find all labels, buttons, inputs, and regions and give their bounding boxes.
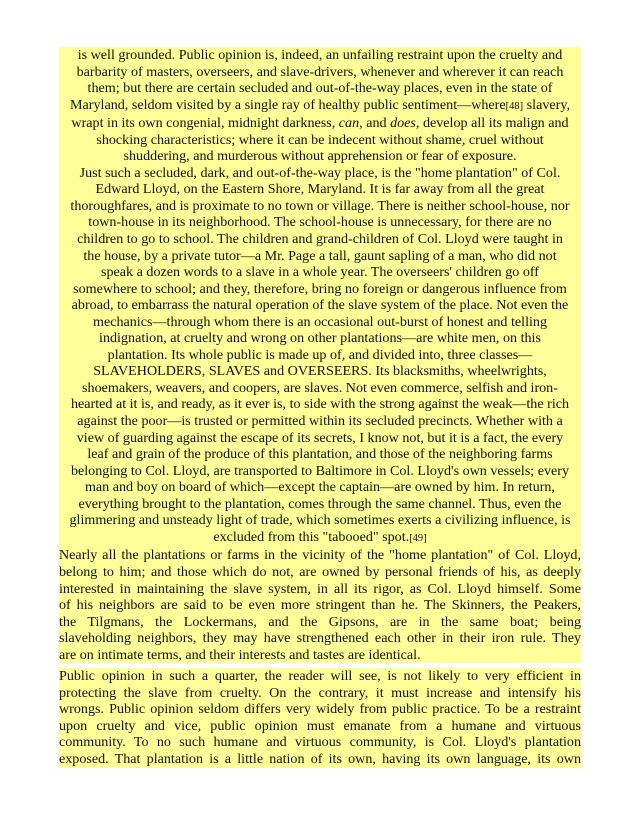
footnote-ref-48[interactable]: [48] — [505, 100, 524, 112]
text-line: glimmering and unsteady light of trade, which sometimes exerts a civilizing influence, is — [69, 512, 571, 529]
text-line: belong to him; and those which do not, are owned by personal friends of his, as deeply — [59, 563, 581, 580]
text-segment: wrapt in its own congenial, midnight darkness, — [71, 115, 339, 132]
text-line: man and boy on board of which—except the captain—are owned by him. In return, — [84, 479, 556, 496]
text-line: somewhere to school; and they, therefore, bring no foreign or dangerous influence from — [73, 280, 567, 297]
text-line: them; but there are certain secluded and out-of-the-way places, even in the state of — [87, 80, 553, 97]
text-line: slaveholding neighbors, they may have strengthened each other in their iron rule. They — [59, 630, 581, 647]
text-segment: , and — [359, 115, 391, 132]
text-line: barbarity of masters, overseers, and slave-drivers, whenever and wherever it can reach — [76, 63, 564, 80]
text-line: SLAVEHOLDERS, SLAVES and OVERSEERS. Its blacksmiths, wheelwrights, — [93, 363, 547, 380]
footnote-ref-49[interactable]: [49] — [409, 532, 427, 544]
text-line: shuddering, and murderous without apprehension or fear of exposure. — [123, 148, 517, 165]
text-line: thoroughfares, and is proximate to no town or village. There is neither school-house, nor — [70, 197, 570, 214]
text-line: is well grounded. Public opinion is, indeed, an unfailing restraint upon the cruelty and — [77, 47, 563, 63]
passage-three — [59, 668, 581, 767]
text-line: mechanics—through whom there is an occasional out-burst of honest and telling — [92, 313, 548, 330]
text-line: hearted at it is, and ready, as it ever is, to side with the strong against the weak—the rich — [70, 396, 570, 413]
text-line: Public opinion in such a quarter, the reader will see, is not likely to very efficient in — [59, 668, 581, 685]
text-line: community. To no such humane and virtuous community, is Col. Lloyd's plantation — [59, 734, 581, 751]
text-line: town-house in its neighborhood. The school-house is unnecessary, for there are no — [88, 214, 552, 231]
text-line: belonging to Col. Lloyd, are transported to Baltimore in Col. Lloyd's own vessels; every — [70, 462, 570, 479]
text-line: children to go to school. The children and grand-children of Col. Lloyd were taught in — [77, 231, 563, 248]
text-line: exposed. That plantation is a little nation of its own, having its own language, its own — [59, 750, 581, 767]
text-line: view of guarding against the escape of its secrets, I know not, but it is a fact, the every — [76, 429, 564, 446]
passage-one — [59, 47, 581, 547]
text-line: upon cruelty and vice, public opinion must emanate from a humane and virtuous — [59, 717, 581, 734]
text-segment: , develop all its malign and — [415, 115, 569, 132]
text-line: Just such a secluded, dark, and out-of-the-way place, is the "home plantation" of Col. — [79, 164, 561, 181]
text-line: abroad, to embarrass the natural operation of the slave system of the place. Not even the — [71, 297, 569, 314]
text-line: against the poor—is trusted or permitted within its secluded precincts. Whether with a — [77, 413, 563, 430]
text-line: leaf and grain of the produce of this plantation, and those of the neighboring farms — [87, 446, 553, 463]
emphasis-can: can — [338, 115, 360, 132]
text-segment: excluded from this "tabooed" spot. — [213, 528, 410, 545]
emphasis-does: does — [390, 115, 416, 132]
text-line: speak a dozen words to a slave in a whole year. The overseers' children go off — [101, 264, 539, 281]
document-page — [59, 47, 581, 768]
text-line: protecting the slave from cruelty. On the contrary, it must increase and intensify his — [59, 684, 581, 701]
text-line: indignation, at cruelty and wrong on other plantations—are white men, on this — [99, 330, 541, 347]
text-segment: Maryland, seldom visited by a single ray of healthy public sentiment—where — [70, 96, 506, 113]
text-line: are on intimate terms, and their interests and tastes are identical. — [59, 646, 421, 663]
text-line: Nearly all the plantations or farms in the vicinity of the "home plantation" of Col. Lloyd, — [59, 547, 581, 564]
text-line: interested in maintaining the slave system, in all its rigor, as Col. Lloyd himself. Some — [59, 580, 581, 597]
text-line: everything brought to the plantation, comes through the same channel. Thus, even the — [78, 495, 562, 512]
text-line — [59, 115, 581, 132]
passage-two — [59, 547, 581, 663]
text-line: shocking characteristics; where it can be indecent without shame, cruel without — [96, 131, 544, 148]
text-segment: slavery, — [523, 96, 570, 113]
text-line: of his neighbors are said to be even more stringent than he. The Skinners, the Peakers, — [59, 597, 581, 614]
text-line: shoemakers, weavers, and coopers, are slaves. Not even commerce, selfish and iron- — [82, 379, 558, 396]
text-line — [59, 97, 581, 116]
text-line: the Tilgmans, the Lockermans, and the Gipsons, are in the same boat; being — [59, 613, 581, 630]
text-line: wrongs. Public opinion seldom differs very widely from public practice. To be a restraint — [59, 701, 581, 718]
text-line: the house, by a private tutor—a Mr. Page a tall, gaunt sapling of a man, who did not — [83, 247, 557, 264]
text-line — [59, 529, 581, 548]
text-line: plantation. Its whole public is made up of, and divided into, three classes— — [107, 346, 533, 363]
text-line: Edward Lloyd, on the Eastern Shore, Maryland. It is far away from all the great — [95, 181, 545, 198]
